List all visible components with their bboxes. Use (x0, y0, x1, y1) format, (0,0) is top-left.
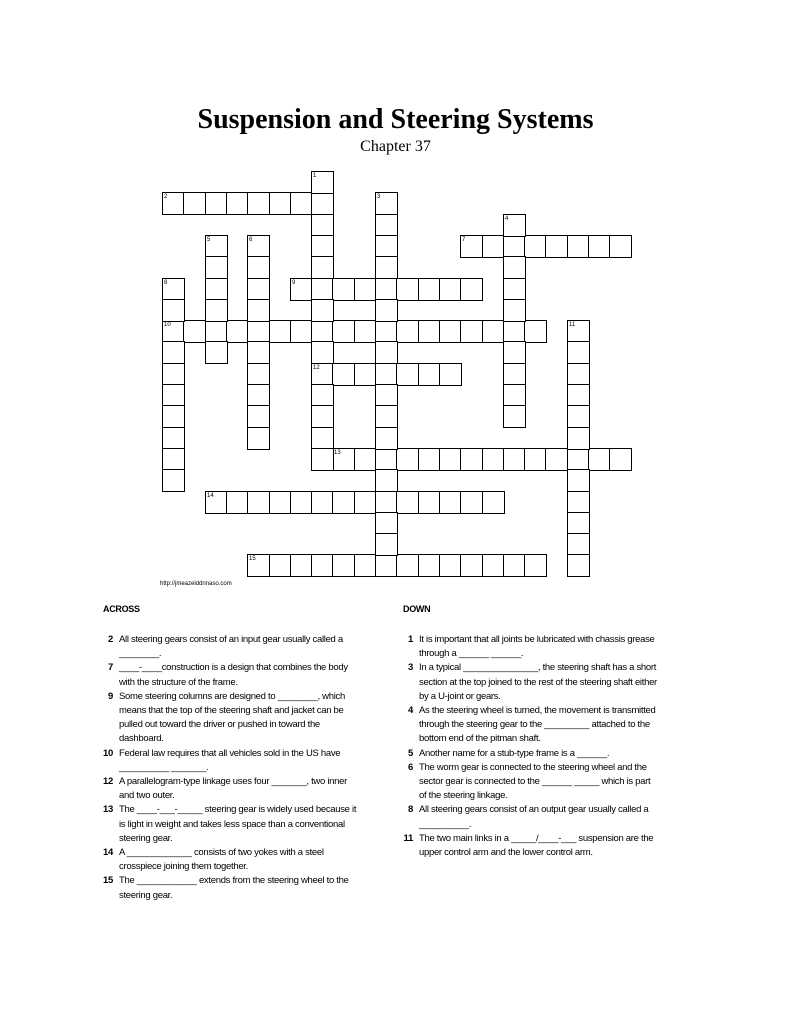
clue-text: The worm gear is connected to the steering wheel and the sector gear is connected to the ______ _____ which is part of the steering linkage. (419, 761, 651, 802)
clue-across-14 (95, 846, 357, 874)
grid-cell[interactable] (290, 491, 313, 514)
clue-down-6 (395, 761, 657, 804)
grid-cell[interactable] (311, 427, 334, 450)
grid-cell[interactable] (205, 341, 228, 364)
grid-cell[interactable] (609, 448, 632, 471)
grid-cell[interactable] (482, 448, 505, 471)
grid-cell[interactable] (269, 192, 292, 215)
grid-cell[interactable] (311, 256, 334, 279)
clue-text: A _____________ consists of two yokes with a steel crosspiece joining them together. (119, 847, 324, 873)
grid-clue-number: 1 (313, 173, 317, 179)
across-heading: ACROSS (103, 604, 140, 614)
grid-cell[interactable] (226, 320, 249, 343)
clue-down-4 (395, 704, 657, 747)
grid-clue-number: 11 (569, 322, 576, 328)
down-clue-list (395, 633, 657, 860)
grid-cell[interactable] (482, 235, 505, 258)
clue-number: 11 (403, 832, 413, 844)
grid-cell[interactable] (482, 491, 505, 514)
clue-number: 1 (408, 634, 413, 645)
clue-across-10 (95, 747, 357, 775)
clue-number: 14 (103, 847, 113, 859)
clue-text: Some steering columns are designed to ________, which means that the top of the steering shaft and jacket can be pulled out toward the driver or pushed in toward the dashboard. (119, 690, 345, 745)
grid-cell[interactable] (460, 554, 483, 577)
clue-across-15 (95, 874, 357, 902)
clue-down-8 (395, 803, 657, 831)
clue-number: 10 (103, 747, 113, 759)
grid-cell[interactable] (439, 320, 462, 343)
grid-cell[interactable] (460, 278, 483, 301)
grid-cell[interactable] (162, 299, 185, 322)
clue-number: 2 (108, 634, 113, 645)
grid-cell[interactable] (354, 448, 377, 471)
clue-number: 7 (108, 662, 113, 674)
grid-cell[interactable] (503, 256, 526, 279)
grid-cell[interactable] (375, 278, 398, 301)
grid-cell[interactable] (396, 491, 419, 514)
grid-cell[interactable] (567, 469, 590, 492)
grid-cell[interactable] (247, 427, 270, 450)
clue-number: 6 (408, 761, 413, 773)
grid-cell[interactable] (205, 256, 228, 279)
grid-cell[interactable] (269, 320, 292, 343)
grid-cell[interactable] (311, 405, 334, 428)
grid-cell[interactable] (354, 363, 377, 386)
grid-cell[interactable] (183, 320, 206, 343)
grid-clue-number: 12 (313, 365, 320, 371)
grid-cell[interactable] (247, 491, 270, 514)
grid-cell[interactable] (247, 278, 270, 301)
grid-cell[interactable] (162, 448, 185, 471)
grid-cell[interactable] (375, 341, 398, 364)
grid-cell[interactable] (439, 363, 462, 386)
clue-text: A parallelogram-type linkage uses four _______, two inner and two outer. (119, 776, 347, 802)
clue-text: As the steering wheel is turned, the movement is transmitted through the steering gear to the _________ attached to the bottom end of the pitman shaft. (419, 705, 656, 745)
grid-cell[interactable] (354, 320, 377, 343)
grid-cell[interactable] (247, 405, 270, 428)
grid-cell[interactable] (567, 448, 590, 471)
grid-cell[interactable] (290, 192, 313, 215)
clue-across-12 (95, 775, 357, 803)
grid-cell[interactable] (375, 214, 398, 237)
grid-cell[interactable] (354, 491, 377, 514)
grid-cell[interactable] (311, 278, 334, 301)
grid-clue-number: 6 (249, 237, 253, 243)
grid-clue-number: 13 (334, 450, 341, 456)
grid-cell[interactable] (524, 554, 547, 577)
grid-cell[interactable] (311, 341, 334, 364)
grid-cell[interactable] (567, 235, 590, 258)
grid-cell[interactable] (588, 448, 611, 471)
grid-cell[interactable] (311, 192, 334, 215)
grid-cell[interactable] (567, 427, 590, 450)
grid-cell[interactable] (567, 341, 590, 364)
clue-text: All steering gears consist of an output gear usually called a __________. (419, 804, 649, 830)
clue-down-3 (395, 661, 657, 704)
clue-number: 12 (103, 776, 113, 788)
grid-cell[interactable] (354, 278, 377, 301)
clue-number: 3 (408, 662, 413, 674)
grid-cell[interactable] (375, 533, 398, 556)
clue-down-11 (395, 832, 657, 860)
grid-cell[interactable] (332, 554, 355, 577)
grid-cell[interactable] (226, 491, 249, 514)
grid-cell[interactable] (311, 214, 334, 237)
grid-clue-number: 4 (505, 216, 509, 222)
grid-cell[interactable] (375, 256, 398, 279)
grid-cell[interactable] (460, 448, 483, 471)
grid-cell[interactable] (567, 384, 590, 407)
clue-down-1 (395, 633, 657, 661)
grid-cell[interactable] (460, 320, 483, 343)
grid-cell[interactable] (460, 491, 483, 514)
grid-cell[interactable] (545, 235, 568, 258)
grid-cell[interactable] (503, 341, 526, 364)
grid-cell[interactable] (396, 363, 419, 386)
grid-cell[interactable] (396, 448, 419, 471)
grid-cell[interactable] (290, 320, 313, 343)
grid-cell[interactable] (439, 491, 462, 514)
grid-cell[interactable] (609, 235, 632, 258)
page-subtitle: Chapter 37 (360, 138, 431, 155)
grid-cell[interactable] (269, 554, 292, 577)
clue-down-5 (395, 747, 657, 761)
grid-cell[interactable] (375, 384, 398, 407)
grid-cell[interactable] (418, 320, 441, 343)
grid-cell[interactable] (375, 427, 398, 450)
grid-cell[interactable] (247, 299, 270, 322)
grid-cell[interactable] (567, 512, 590, 535)
grid-cell[interactable] (162, 384, 185, 407)
grid-cell[interactable] (588, 235, 611, 258)
clue-number: 5 (408, 747, 413, 759)
grid-cell[interactable] (418, 278, 441, 301)
grid-cell[interactable] (269, 491, 292, 514)
grid-cell[interactable] (205, 192, 228, 215)
grid-cell[interactable] (375, 363, 398, 386)
grid-cell[interactable] (439, 448, 462, 471)
grid-cell[interactable] (311, 491, 334, 514)
clue-text: All steering gears consist of an input gear usually called a ________. (119, 634, 343, 660)
grid-cell[interactable] (375, 235, 398, 258)
grid-cell[interactable] (396, 554, 419, 577)
clue-number: 9 (108, 690, 113, 702)
grid-cell[interactable] (375, 512, 398, 535)
clue-across-2 (95, 633, 357, 661)
grid-cell[interactable] (503, 320, 526, 343)
grid-cell[interactable] (567, 405, 590, 428)
grid-cell[interactable] (567, 363, 590, 386)
down-heading: DOWN (403, 604, 431, 614)
clue-number: 8 (408, 804, 413, 816)
grid-cell[interactable] (418, 491, 441, 514)
grid-cell[interactable] (162, 341, 185, 364)
grid-cell[interactable] (567, 554, 590, 577)
grid-cell[interactable] (545, 448, 568, 471)
grid-cell[interactable] (290, 554, 313, 577)
grid-cell[interactable] (418, 363, 441, 386)
clue-text: ____-____construction is a design that combines the body with the structure of the frame. (119, 662, 348, 688)
grid-cell[interactable] (503, 235, 526, 258)
clue-text: Another name for a stub-type frame is a ______. (419, 747, 610, 759)
grid-cell[interactable] (567, 533, 590, 556)
grid-cell[interactable] (311, 320, 334, 343)
grid-cell[interactable] (375, 469, 398, 492)
grid-cell[interactable] (332, 278, 355, 301)
grid-cell[interactable] (396, 320, 419, 343)
clue-text: Federal law requires that all vehicles sold in the US have __________ _______. (119, 747, 341, 773)
grid-cell[interactable] (524, 448, 547, 471)
grid-cell[interactable] (354, 554, 377, 577)
clue-text: In a typical _______________, the steering shaft has a short section at the top joined to the rest of the steering shaft either by a U-joint or gears. (419, 662, 657, 702)
grid-clue-number: 15 (249, 556, 256, 562)
grid-clue-number: 3 (377, 194, 381, 200)
grid-cell[interactable] (503, 299, 526, 322)
grid-cell[interactable] (524, 235, 547, 258)
grid-cell[interactable] (311, 384, 334, 407)
grid-clue-number: 14 (207, 493, 214, 499)
grid-cell[interactable] (247, 384, 270, 407)
grid-cell[interactable] (205, 320, 228, 343)
grid-cell[interactable] (332, 320, 355, 343)
clue-number: 4 (408, 705, 413, 717)
grid-cell[interactable] (503, 363, 526, 386)
grid-cell[interactable] (482, 320, 505, 343)
grid-cell[interactable] (247, 192, 270, 215)
grid-cell[interactable] (311, 554, 334, 577)
clue-across-9 (95, 690, 357, 747)
grid-clue-number: 9 (292, 280, 296, 286)
grid-cell[interactable] (503, 448, 526, 471)
grid-cell[interactable] (247, 256, 270, 279)
grid-cell[interactable] (311, 235, 334, 258)
across-clue-list (95, 633, 357, 903)
grid-cell[interactable] (439, 554, 462, 577)
clue-number: 13 (103, 804, 113, 816)
grid-clue-number: 7 (462, 237, 466, 243)
grid-cell[interactable] (247, 341, 270, 364)
grid-clue-number: 10 (164, 322, 171, 328)
grid-cell[interactable] (332, 491, 355, 514)
grid-clue-number: 8 (164, 280, 168, 286)
grid-cell[interactable] (311, 448, 334, 471)
grid-cell[interactable] (375, 448, 398, 471)
grid-cell[interactable] (162, 427, 185, 450)
grid-cell[interactable] (162, 469, 185, 492)
grid-cell[interactable] (482, 554, 505, 577)
clue-text: The ____________ extends from the steering wheel to the steering gear. (119, 875, 349, 901)
grid-clue-number: 5 (207, 237, 211, 243)
grid-cell[interactable] (375, 299, 398, 322)
grid-cell[interactable] (503, 278, 526, 301)
grid-cell[interactable] (205, 278, 228, 301)
grid-clue-number: 2 (164, 194, 168, 200)
clue-text: It is important that all joints be lubricated with chassis grease through a ______ ______. (419, 634, 655, 660)
grid-cell[interactable] (567, 491, 590, 514)
source-url: http://jmeazelddnnaso.com (160, 581, 232, 587)
grid-cell[interactable] (418, 448, 441, 471)
grid-cell[interactable] (418, 554, 441, 577)
clue-number: 15 (103, 875, 113, 887)
grid-cell[interactable] (205, 299, 228, 322)
grid-cell[interactable] (332, 363, 355, 386)
grid-cell[interactable] (503, 554, 526, 577)
grid-cell[interactable] (375, 405, 398, 428)
grid-cell[interactable] (503, 384, 526, 407)
grid-cell[interactable] (503, 405, 526, 428)
clue-across-7 (95, 661, 357, 689)
clue-text: The ____-___-_____ steering gear is widely used because it is light in weight and takes less space than a conventional steering gear. (119, 804, 357, 844)
grid-cell[interactable] (375, 320, 398, 343)
clue-across-13 (95, 803, 357, 846)
grid-cell[interactable] (375, 554, 398, 577)
grid-cell[interactable] (162, 405, 185, 428)
grid-cell[interactable] (396, 278, 419, 301)
grid-cell[interactable] (375, 491, 398, 514)
grid-cell[interactable] (439, 278, 462, 301)
grid-cell[interactable] (311, 299, 334, 322)
grid-cell[interactable] (226, 192, 249, 215)
clue-text: The two main links in a _____/____-___ suspension are the upper control arm and the lower control arm. (419, 832, 654, 859)
grid-cell[interactable] (524, 320, 547, 343)
grid-cell[interactable] (162, 363, 185, 386)
grid-cell[interactable] (183, 192, 206, 215)
page-title: Suspension and Steering Systems (197, 104, 594, 135)
grid-cell[interactable] (247, 320, 270, 343)
grid-cell[interactable] (247, 363, 270, 386)
